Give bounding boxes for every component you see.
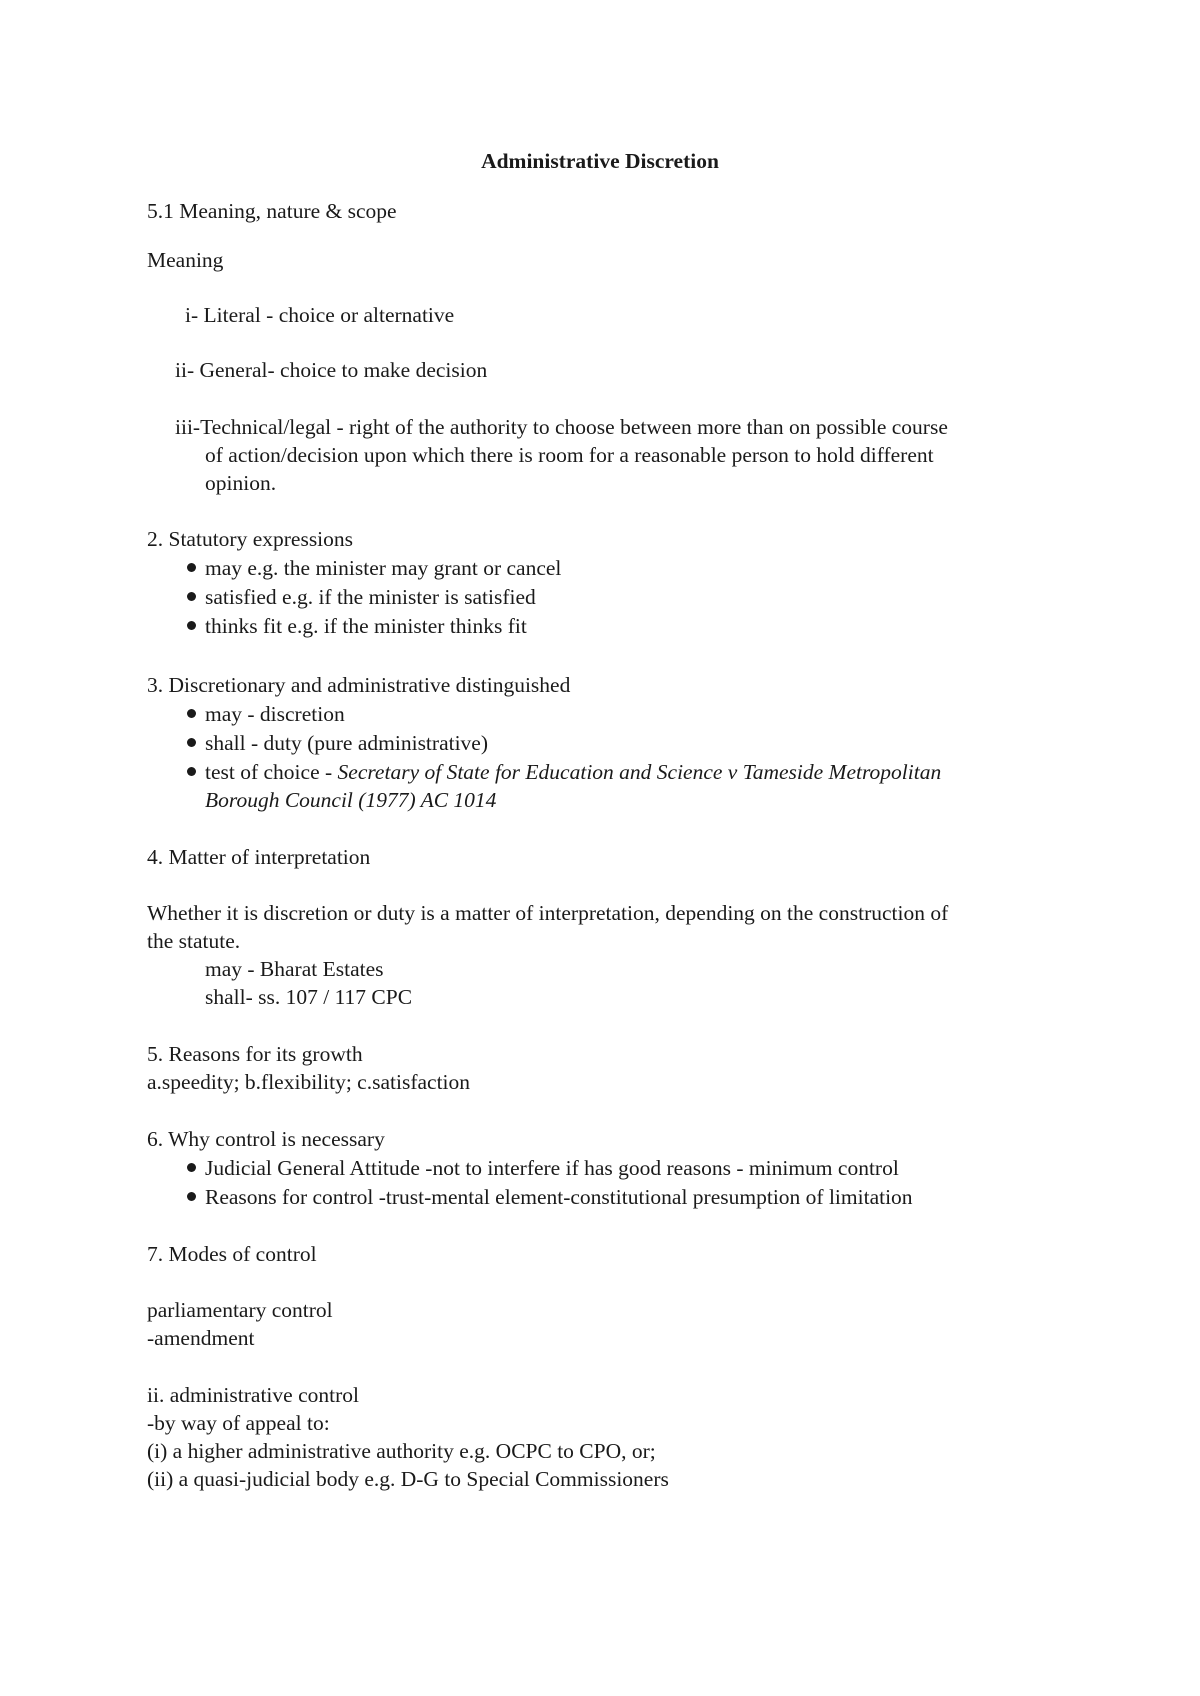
- distinguished-item: may - discretion: [205, 702, 345, 726]
- bullet-icon: [187, 592, 196, 601]
- growth-heading: 5. Reasons for its growth: [147, 1042, 363, 1066]
- interpretation-heading: 4. Matter of interpretation: [147, 845, 371, 869]
- test-of-choice-label: test of choice -: [205, 760, 338, 784]
- meaning-item-iii-line-2: of action/decision upon which there is room for a reasonable person to hold different: [205, 443, 934, 467]
- interpretation-shall: shall- ss. 107 / 117 CPC: [205, 985, 413, 1009]
- distinguished-item: shall - duty (pure administrative): [205, 731, 489, 755]
- bullet-icon: [187, 621, 196, 630]
- statutory-item: may e.g. the minister may grant or cancel: [205, 556, 562, 580]
- amendment: -amendment: [147, 1326, 255, 1350]
- bullet-icon: [187, 709, 196, 718]
- appeal-option-2: (ii) a quasi-judicial body e.g. D-G to Special Commissioners: [147, 1467, 669, 1491]
- appeal-option-1: (i) a higher administrative authority e.g. OCPC to CPO, or;: [147, 1439, 656, 1463]
- control-item: Reasons for control -trust-mental element-constitutional presumption of limitation: [205, 1185, 913, 1209]
- case-citation-line-2: Borough Council (1977) AC 1014: [205, 788, 497, 812]
- meaning-item-iii: iii-Technical/legal - right of the authority to choose between more than on possible course: [175, 415, 948, 439]
- case-citation: Secretary of State for Education and Science v Tameside Metropolitan: [337, 760, 942, 784]
- meaning-heading: Meaning: [147, 248, 224, 272]
- growth-reasons: a.speedity; b.flexibility; c.satisfaction: [147, 1070, 471, 1094]
- section-heading-5-1: 5.1 Meaning, nature & scope: [147, 199, 397, 223]
- interpretation-paragraph: Whether it is discretion or duty is a matter of interpretation, depending on the construction of: [147, 901, 949, 925]
- appeal-line: -by way of appeal to:: [147, 1411, 330, 1435]
- bullet-icon: [187, 738, 196, 747]
- control-heading: 6. Why control is necessary: [147, 1127, 385, 1151]
- bullet-icon: [187, 767, 196, 776]
- control-item: Judicial General Attitude -not to interfere if has good reasons - minimum control: [205, 1156, 899, 1180]
- test-of-choice-item: [205, 758, 941, 786]
- statutory-item: thinks fit e.g. if the minister thinks fit: [205, 614, 527, 638]
- statutory-heading: 2. Statutory expressions: [147, 527, 354, 551]
- parliamentary-control: parliamentary control: [147, 1298, 333, 1322]
- bullet-icon: [187, 1163, 196, 1172]
- interpretation-paragraph-line-2: the statute.: [147, 929, 241, 953]
- meaning-item-iii-line-3: opinion.: [205, 471, 277, 495]
- administrative-control: ii. administrative control: [147, 1383, 359, 1407]
- meaning-item-ii: ii- General- choice to make decision: [175, 358, 488, 382]
- bullet-icon: [187, 1192, 196, 1201]
- distinguished-heading: 3. Discretionary and administrative distinguished: [147, 673, 571, 697]
- document-title: Administrative Discretion: [481, 149, 719, 173]
- interpretation-may: may - Bharat Estates: [205, 957, 384, 981]
- bullet-icon: [187, 563, 196, 572]
- statutory-item: satisfied e.g. if the minister is satisfied: [205, 585, 536, 609]
- modes-heading: 7. Modes of control: [147, 1242, 317, 1266]
- meaning-item-i: i- Literal - choice or alternative: [185, 303, 455, 327]
